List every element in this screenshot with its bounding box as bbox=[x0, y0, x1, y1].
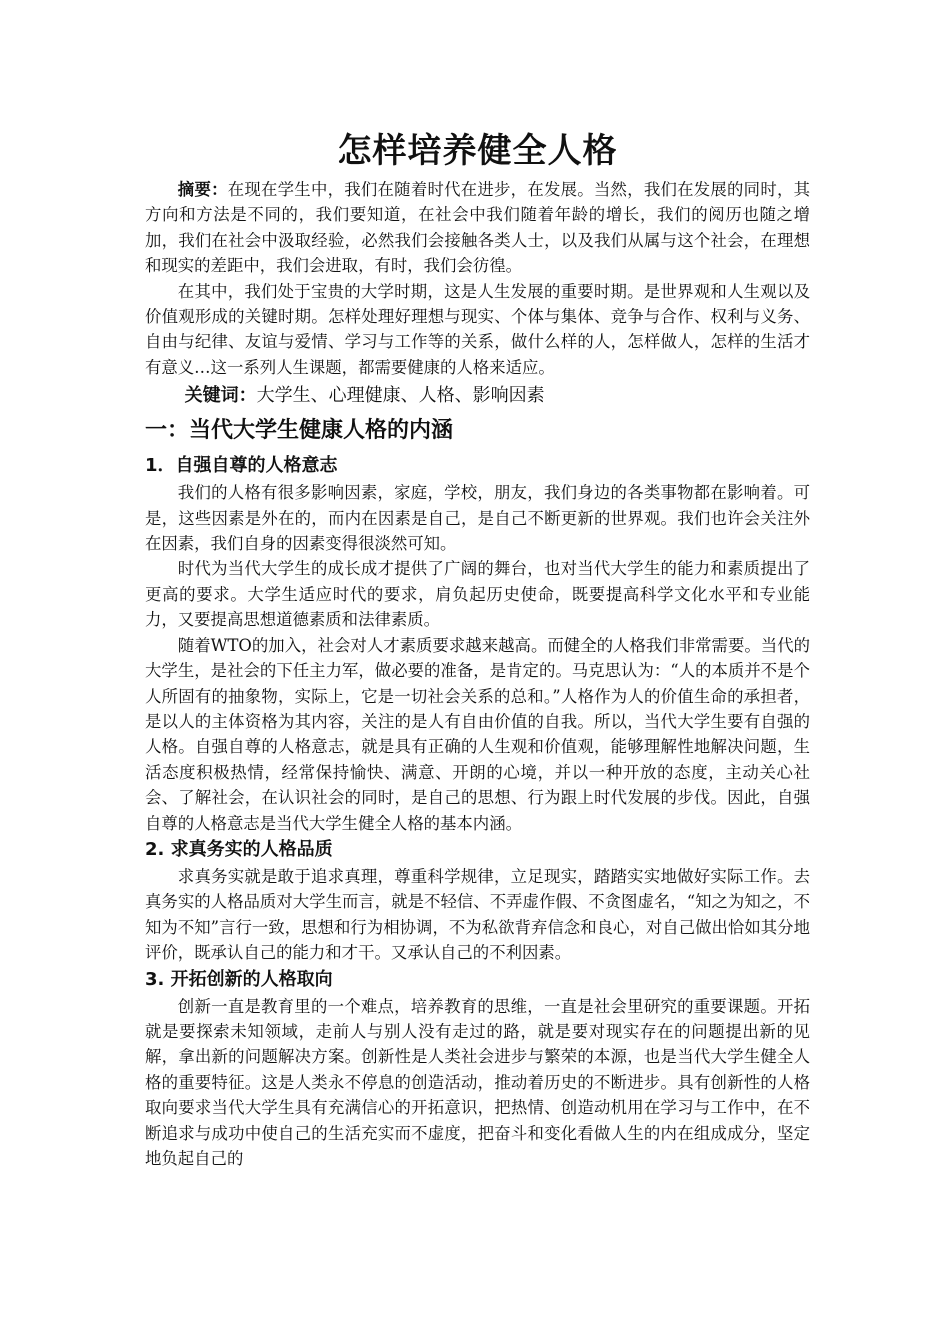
subsection-1-paragraph-3: 随着WTO的加入，社会对人才素质要求越来越高。而健全的人格我们非常需要。当代的大学生，是社会的下任主力军，做必要的准备，是肯定的。马克思认为：“人的本质并不是个人所固有的抽象物，实际上，它是一切社会关系的总和。”人格作为人的价值生命的承担者，是以人的主体资格为其内容，关注的是人有自由价值的自我。所以，当代大学生要有自强的人格。自强自尊的人格意志，就是具有正确的人生观和价值观，能够理解性地解决问题，生活态度积极热情，经常保持愉快、满意、开朗的心境，并以一种开放的态度，主动关心社会、了解社会，在认识社会的同时，是自己的思想、行为跟上时代发展的步伐。因此，自强自尊的人格意志是当代大学生健全人格的基本内涵。 bbox=[145, 635, 810, 833]
abstract-label: 摘要： bbox=[177, 180, 228, 199]
subsection-1-paragraph-1: 我们的人格有很多影响因素，家庭，学校，朋友，我们身边的各类事物都在影响着。可是，这些因素是外在的，而内在因素是自己，是自己不断更新的世界观。我们也许会关注外在因素，我们自身的因素变得很淡然可知。 bbox=[145, 483, 810, 554]
abstract-paragraph bbox=[145, 177, 810, 279]
subsection-2-paragraph-1: 求真务实就是敢于追求真理，尊重科学规律，立足现实，踏踏实实地做好实际工作。去真务实的人格品质对大学生而言，就是不轻信、不弄虚作假、不贪图虚名，“知之为知之，不知为不知”言行一致，思想和行为相协调，不为私欲背弃信念和良心，对自己做出恰如其分地评价，既承认自己的能力和才干。又承认自己的不利因素。 bbox=[145, 866, 810, 963]
subsection-heading-2: 2. 求真务实的人格品质 bbox=[145, 838, 333, 860]
keywords-line bbox=[145, 382, 810, 410]
subsection-heading-1: 1．自强自尊的人格意志 bbox=[145, 455, 338, 477]
keywords-label: 关键词： bbox=[184, 385, 257, 407]
section-heading-1: 一：当代大学生健康人格的内涵 bbox=[145, 418, 454, 444]
abstract-text: 在现在学生中，我们在随着时代在进步，在发展。当然，我们在发展的同时，其方向和方法是不同的，我们要知道，在社会中我们随着年龄的增长，我们的阅历也随之增加，我们在社会中汲取经验，必然我们会接触各类人士，以及我们从属与这个社会，在理想和现实的差距中，我们会进取，有时，我们会彷徨。 bbox=[145, 180, 811, 276]
document-body bbox=[145, 127, 810, 1171]
document-title: 怎样培养健全人格 bbox=[337, 131, 618, 171]
keywords-text: 大学生、心理健康、人格、影响因素 bbox=[256, 385, 545, 407]
subsection-3-paragraph-1: 创新一直是教育里的一个难点，培养教育的思维，一直是社会里研究的重要课题。开拓就是要探索未知领域，走前人与别人没有走过的路，就是要对现实存在的问题提出新的见解，拿出新的问题解决方案。创新性是人类社会进步与繁荣的本源，也是当代大学生健全人格的重要特征。这是人类永不停息的创造活动，推动着历史的不断进步。具有创新性的人格取向要求当代大学生具有充满信心的开拓意识，把热情、创造动机用在学习与工作中，在不断追求与成功中使自己的生活充实而不虚度，把奋斗和变化看做人生的内在组成成分，坚定地负起自己的 bbox=[145, 996, 810, 1168]
abstract-paragraph-2: 在其中，我们处于宝贵的大学时期，这是人生发展的重要时期。是世界观和人生观以及价值观形成的关键时期。怎样处理好理想与现实、个体与集体、竞争与合作、权利与义务、自由与纪律、友谊与爱情、学习与工作等的关系，做什么样的人，怎样做人，怎样的生活才有意义…这一系列人生课题，都需要健康的人格来适应。 bbox=[145, 281, 810, 377]
subsection-1-paragraph-2: 时代为当代大学生的成长成才提供了广阔的舞台，也对当代大学生的能力和素质提出了更高的要求。大学生适应时代的要求，肩负起历史使命，既要提高科学文化水平和专业能力，又要提高思想道德素质和法律素质。 bbox=[145, 559, 810, 630]
subsection-heading-3: 3. 开拓创新的人格取向 bbox=[145, 968, 333, 990]
